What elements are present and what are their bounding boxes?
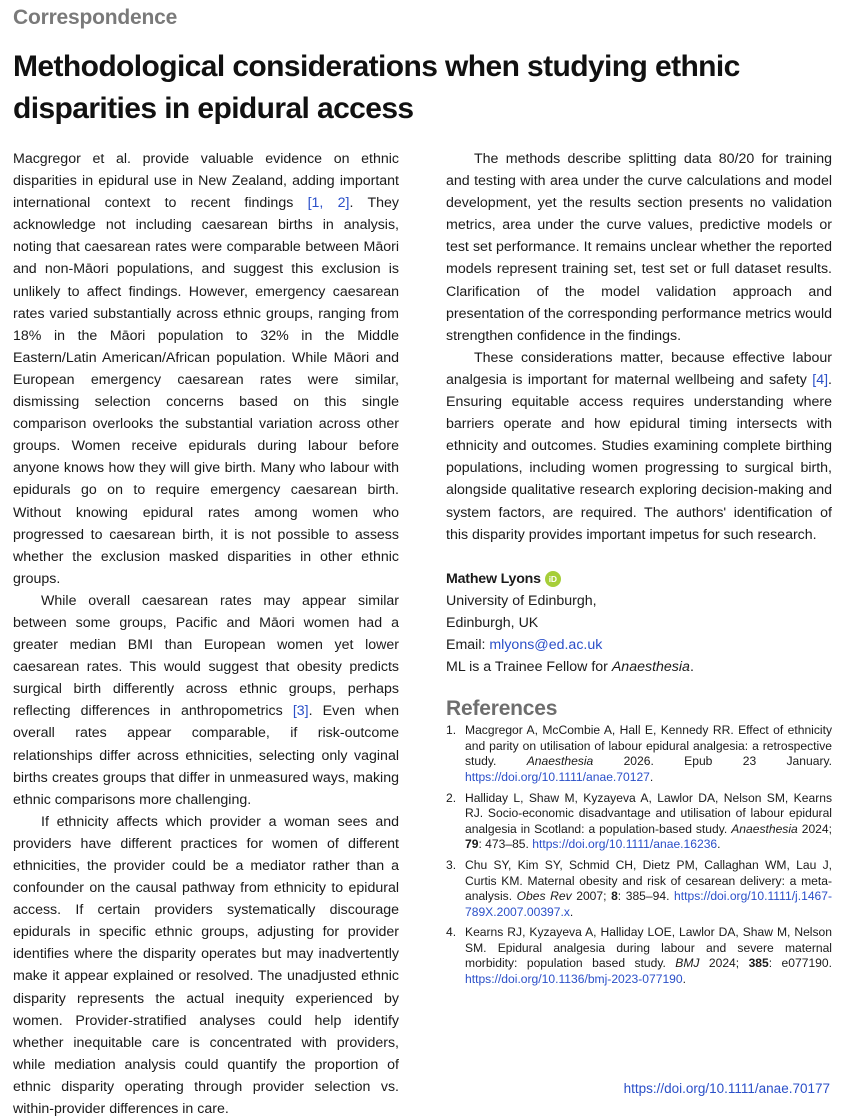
author-affiliation-2: Edinburgh, UK (446, 614, 539, 631)
reference-text: . (717, 837, 721, 852)
author-note-journal: Anaesthesia (611, 659, 690, 676)
reference-doi-link[interactable]: https://doi.org/10.1136/bmj-2023-077190 (465, 972, 683, 987)
paragraph-1-text-b: . They acknowledge not including caesarean births in analysis, noting that caesarean rates were comparable between Māori and non-Māori populations, and suggest this exclusion is unlikely to affect findings. However, emergency caesarean rates varied substantially across ethnic groups, ranging from 18% in the Māori population to 32% in the Middle Eastern/Latin American/African population. While Māori and European emergency caesarean rates were similar, dismissing selection concerns based on this single comparison overlooks the substantial variation across other groups. Women receive epidurals during labour before anyone knows how they will give birth. Many who labour with epidurals go on to require emergency caesarean birth. Without knowing epidural rates among women who progressed to caesarean birth, it is not possible to assess whether the exclusion masked disparities in other ethnic groups. (13, 195, 399, 587)
reference-text: Halliday L, Shaw M, Kyzayeva A, Lawlor DA, Nelson SM, Kearns RJ. Socio-economic disadvantage and utilisation of labour epidural analgesia in Scotland: a population-based study. (465, 790, 832, 836)
reference-doi-link[interactable]: https://doi.org/10.1111/j.1467-789X.2007.00397.x (465, 889, 833, 919)
reference-volume: 8 (611, 889, 618, 904)
reference-text: . (682, 972, 686, 987)
author-note-end: . (689, 659, 694, 676)
orcid-icon[interactable]: iD (545, 571, 561, 587)
reference-item-4 (446, 925, 832, 987)
reference-text: 2024; (699, 956, 749, 971)
reference-body (465, 925, 832, 987)
reference-journal: BMJ (675, 956, 700, 971)
reference-text: Chu SY, Kim SY, Schmid CH, Dietz PM, Callaghan WM, Lau J, Curtis KM. Maternal obesity and risk of cesarean delivery: a meta-analysis. (465, 857, 832, 904)
paragraph-5-text-b: . Ensuring equitable access requires understanding where barriers operate and how epidural timing intersects with ethnicity and outcomes. Studies examining complete birthing populations, including women progressing to surgical birth, alongside qualitative research exploring decision-making and system factors, are required. The authors' identification of this disparity provides important impetus for such research. (446, 371, 832, 543)
reference-text: 2026. Epub 23 January. (593, 754, 832, 769)
paragraph-1-text-a: Macgregor et al. provide valuable evidence on ethnic disparities in epidural use in New Zealand, adding important international context to recent findings (13, 151, 399, 212)
reference-body (465, 791, 832, 853)
author-affiliation-1: University of Edinburgh, (446, 592, 597, 609)
reference-text: 2024; (797, 821, 832, 836)
reference-doi-link[interactable]: https://doi.org/10.1111/anae.70127 (465, 769, 650, 784)
reference-number: 3. (446, 857, 457, 872)
reference-volume: 79 (465, 837, 479, 852)
paragraph-1 (13, 148, 399, 590)
reference-text: : 473–85. (478, 837, 533, 852)
reference-item-2 (446, 791, 832, 853)
reference-journal: Anaesthesia (526, 754, 594, 769)
paragraph-5 (446, 347, 832, 546)
reference-text: : e077190. (768, 956, 832, 971)
author-block (446, 568, 832, 656)
citation-3[interactable]: [3] (292, 703, 309, 720)
author-name-text: Mathew Lyons (446, 570, 541, 587)
author-email-link[interactable]: mlyons@ed.ac.uk (489, 636, 603, 653)
reference-list (446, 723, 832, 988)
reference-text: . (649, 769, 654, 784)
paragraph-2 (13, 590, 399, 811)
reference-doi-link[interactable]: https://doi.org/10.1111/anae.16236 (532, 837, 718, 852)
reference-text: : 385–94. (617, 889, 675, 904)
paragraph-2-text-b: . Even when overall rates appear comparable, if risk-outcome relationships differ across ethnicities, selecting only vaginal births creates groups that differ in unmeasured ways, making ethnic comparisons more challenging. (13, 703, 399, 808)
reference-volume: 385 (748, 956, 769, 971)
citation-4[interactable]: [4] (812, 371, 829, 388)
author-note (446, 656, 832, 678)
paragraph-3: If ethnicity affects which provider a woman sees and providers have different practices for women of different ethnicities, the provider could be a mediator rather than a confounder on the causal pathway from ethnicity to epidural access. If certain providers systematically discourage epidurals in specific ethnic groups, adjusting for provider identifies where the disparity operates but may inadvertently make it appear explained or resolved. The unadjusted ethnic disparity represents the actual inequity experienced by women. Provider-stratified analyses could help identify whether inequitable care is concentrated with providers, while mediation analysis could quantify the proportion of ethnic disparity operating through provider selection vs. within-provider differences in care. (13, 813, 399, 1116)
reference-journal: Obes Rev (516, 889, 572, 904)
reference-number: 4. (446, 925, 457, 940)
reference-text: Kearns RJ, Kyzayeva A, Halliday LOE, Lawlor DA, Shaw M, Nelson SM. Epidural analgesia during labour and severe maternal morbidity: population based study. (465, 925, 832, 971)
reference-text: Macgregor A, McCombie A, Hall E, Kennedy RR. Effect of ethnicity and parity on utilisation of labour epidural analgesia: a retrospective study. (465, 723, 832, 769)
paragraph-2-text-a: While overall caesarean rates may appear similar between some groups, Pacific and Māori women had a greater median BMI than European women yet lower caesarean rates. This would suggest that obesity predicts surgical birth differently across ethnic groups, perhaps reflecting differences in anthropometrics (13, 592, 399, 720)
reference-journal: Anaesthesia (731, 821, 798, 836)
paragraph-4: The methods describe splitting data 80/20 for training and testing with area under the curve calculations and model development, yet the results section presents no validation metrics, area under the curve values, predictive models or test set performance. It remains unclear whether the reported models represent training set, test set or full dataset results. Clarification of the model validation approach and presentation of the corresponding performance metrics would strengthen confidence in the findings. (446, 151, 832, 344)
reference-item-3 (446, 858, 832, 920)
article-title: Methodological considerations when studying ethnic disparities in epidural access (13, 50, 740, 125)
references-heading: References (446, 697, 558, 721)
author-note-text: ML is a Trainee Fellow for (446, 659, 612, 676)
right-column (446, 148, 832, 993)
reference-body (465, 723, 832, 785)
citation-1-2[interactable]: [1, 2] (307, 195, 350, 212)
footer-doi-link[interactable]: https://doi.org/10.1111/anae.70177 (623, 1081, 830, 1096)
reference-text: . (569, 904, 574, 919)
reference-item-1 (446, 723, 832, 785)
email-label: Email: (446, 636, 490, 653)
author-email-line (446, 634, 832, 656)
section-label: Correspondence (13, 6, 178, 29)
reference-text: 2007; (571, 889, 612, 904)
author-name (446, 568, 561, 590)
reference-number: 2. (446, 790, 457, 805)
reference-body (465, 858, 832, 920)
reference-number: 1. (446, 723, 457, 738)
paragraph-5-text-a: These considerations matter, because effective labour analgesia is important for maternal wellbeing and safety (446, 349, 832, 388)
left-column (13, 148, 399, 1116)
